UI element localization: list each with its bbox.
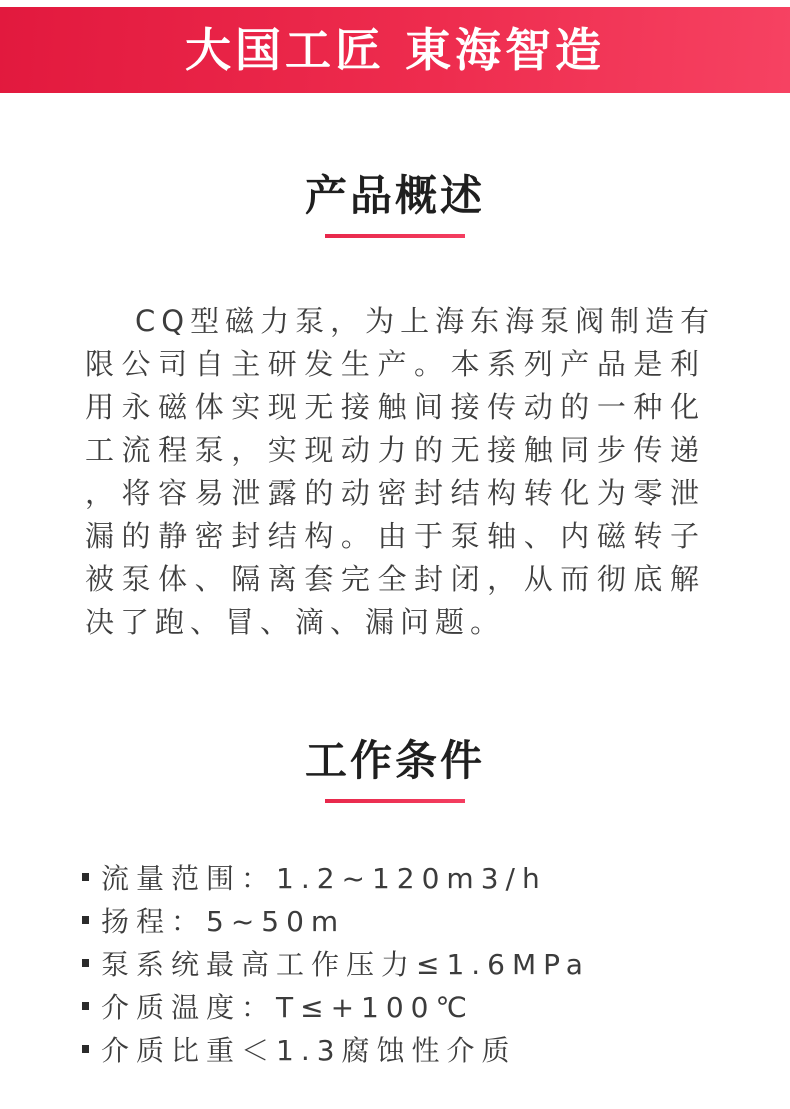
- paragraph-line: CQ型磁力泵，为上海东海泵阀制造有: [135, 304, 716, 338]
- overview-heading: 产品概述: [304, 171, 485, 220]
- bullet-square-icon: [82, 959, 89, 967]
- condition-item: [82, 855, 790, 898]
- bullet-square-icon: [82, 916, 89, 924]
- condition-item: [82, 984, 790, 1027]
- condition-item: [82, 898, 790, 941]
- condition-item: [82, 941, 790, 984]
- condition-item-text: 扬程：5~50m: [101, 904, 346, 938]
- overview-paragraph: [85, 300, 716, 644]
- paragraph-line: 决了跑、冒、滴、漏问题。: [85, 605, 506, 639]
- bullet-square-icon: [82, 1002, 89, 1010]
- condition-item-text: 泵系统最高工作压力≤1.6MPa: [101, 947, 590, 981]
- bullet-square-icon: [82, 1045, 89, 1053]
- conditions-heading: 工作条件: [304, 736, 485, 785]
- top-white-strip: [0, 0, 790, 7]
- condition-item-text: 介质比重＜1.3腐蚀性介质: [101, 1033, 517, 1067]
- condition-item-text: 流量范围：1.2~120m3/h: [101, 861, 547, 895]
- paragraph-line: 工流程泵，实现动力的无接触同步传递: [85, 433, 705, 467]
- condition-item: [82, 1027, 790, 1070]
- paragraph-line: 限公司自主研发生产。本系列产品是利: [85, 347, 705, 381]
- bullet-square-icon: [82, 873, 89, 881]
- paragraph-line: 用永磁体实现无接触间接传动的一种化: [85, 390, 705, 424]
- overview-heading-underline: [325, 234, 465, 238]
- conditions-heading-underline: [325, 799, 465, 803]
- brand-banner: [0, 7, 790, 93]
- conditions-list: [82, 855, 790, 1070]
- condition-item-text: 介质温度：T≤+100℃: [101, 990, 474, 1024]
- banner-title: 大国工匠 東海智造: [184, 23, 605, 77]
- paragraph-line: ，将容易泄露的动密封结构转化为零泄: [85, 476, 705, 510]
- paragraph-line: 漏的静密封结构。由于泵轴、内磁转子: [85, 519, 705, 553]
- paragraph-line: 被泵体、隔离套完全封闭，从而彻底解: [85, 562, 705, 596]
